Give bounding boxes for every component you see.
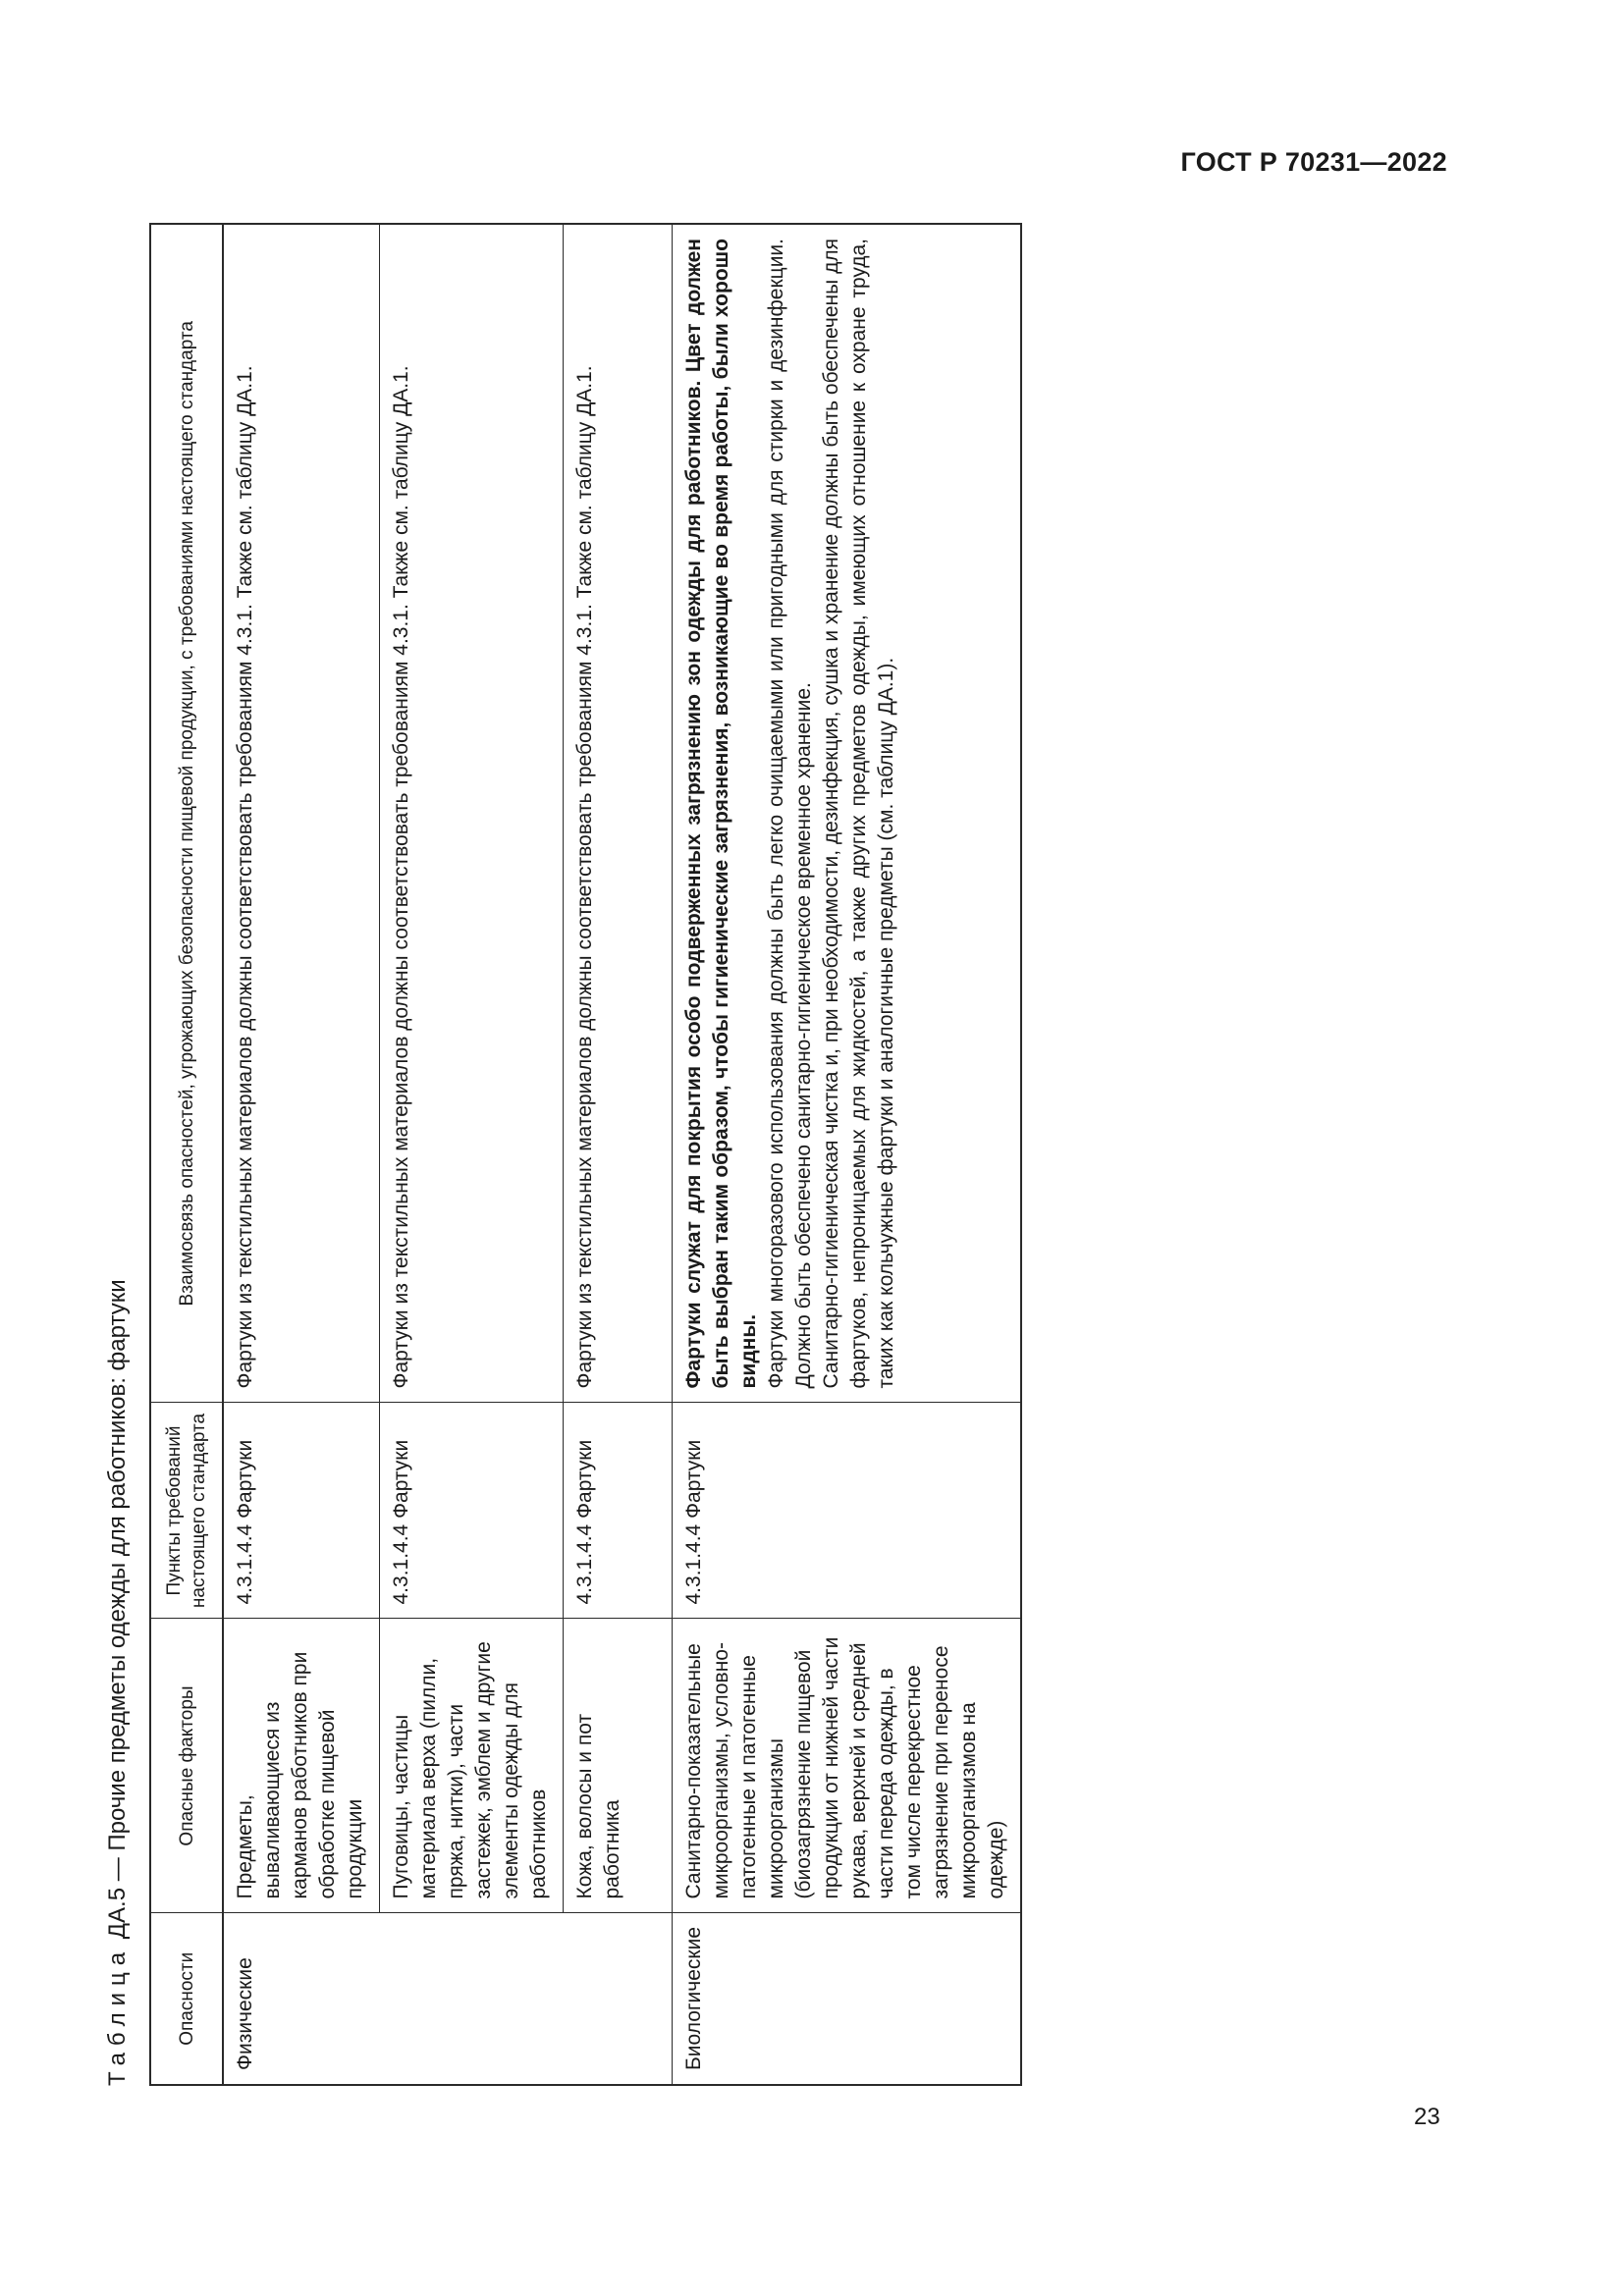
relation-paragraph: Фартуки служат для покрытия особо подверженных загрязнению зон одежды для работников. Цвет должен быть выбран таким образом, чтобы гигиенические загрязнения, возникающие во время работы, были хорошо видны. xyxy=(682,239,760,1389)
factor-cell: Пуговицы, частицы материала верха (пилли, пряжа, нитки), части застежек, эмблем и другие элементы одежды для работников xyxy=(380,1619,564,1913)
hazards-table xyxy=(149,223,1022,2086)
factor-cell: Кожа, волосы и пот работника xyxy=(564,1619,673,1913)
relation-cell: Фартуки из текстильных материалов должны соответствовать требованиям 4.3.1. Также см. таблицу ДА.1. xyxy=(223,224,380,1403)
clause-cell: 4.3.1.4.4 Фартуки xyxy=(673,1403,1022,1619)
relation-paragraph: Санитарно-гигиеническая чистка и, при необходимости, дезинфекция, сушка и хранение должны быть обеспечены для фартуков, непроницаемых для жидкостей, а также других предметов одежды, имеющих отношение к охране труда, таких как кольчужные фартуки и аналогичные предметы (см. таблицу ДА.1). xyxy=(820,239,897,1389)
standard-header: ГОСТ Р 70231—2022 xyxy=(1180,147,1447,177)
relation-paragraph: Фартуки многоразового использования должны быть легко очищаемыми или пригодными для стирки и дезинфекции. Должно быть обеспечено санитарно-гигиеническое временное хранение. xyxy=(765,239,815,1389)
clause-cell: 4.3.1.4.4 Фартуки xyxy=(380,1403,564,1619)
table-header-row xyxy=(150,224,223,2085)
hazard-cell: Биологические xyxy=(673,1913,1022,2085)
relation-cell: Фартуки из текстильных материалов должны соответствовать требованиям 4.3.1. Также см. таблицу ДА.1. xyxy=(380,224,564,1403)
clause-cell: 4.3.1.4.4 Фартуки xyxy=(223,1403,380,1619)
hazard-cell: Физические xyxy=(223,1913,673,2085)
table-caption xyxy=(103,1279,133,2086)
column-header-hazards: Опасности xyxy=(150,1913,223,2085)
factor-cell: Предметы, вываливающиеся из карманов работников при обработке пищевой продукции xyxy=(223,1619,380,1913)
relation-cell xyxy=(673,224,1022,1403)
table-caption-text: ДА.5 — Прочие предметы одежды для работников: фартуки xyxy=(104,1279,131,1946)
table-row xyxy=(223,224,380,2085)
table-caption-prefix: Таблица xyxy=(104,1945,131,2086)
relation-cell: Фартуки из текстильных материалов должны соответствовать требованиям 4.3.1. Также см. таблицу ДА.1. xyxy=(564,224,673,1403)
column-header-factors: Опасные факторы xyxy=(150,1619,223,1913)
column-header-clauses: Пункты требований настоящего стандарта xyxy=(150,1403,223,1619)
table-row xyxy=(380,224,564,2085)
table-row xyxy=(673,224,1022,2085)
column-header-relation: Взаимосвязь опасностей, угрожающих безопасности пищевой продукции, с требованиями настоящего стандарта xyxy=(150,224,223,1403)
page-number: 23 xyxy=(1414,2104,1440,2130)
rotated-table-block xyxy=(103,221,1007,2086)
table-row xyxy=(564,224,673,2085)
clause-cell: 4.3.1.4.4 Фартуки xyxy=(564,1403,673,1619)
factor-cell: Санитарно-показательные микроорганизмы, условно-патогенные и патогенные микроорганизмы (биозагрязнение пищевой продукции от нижней части рукава, верхней и средней части переда одежды, в том числе перекрестное загрязнение при переносе микроорганизмов на одежде) xyxy=(673,1619,1022,1913)
